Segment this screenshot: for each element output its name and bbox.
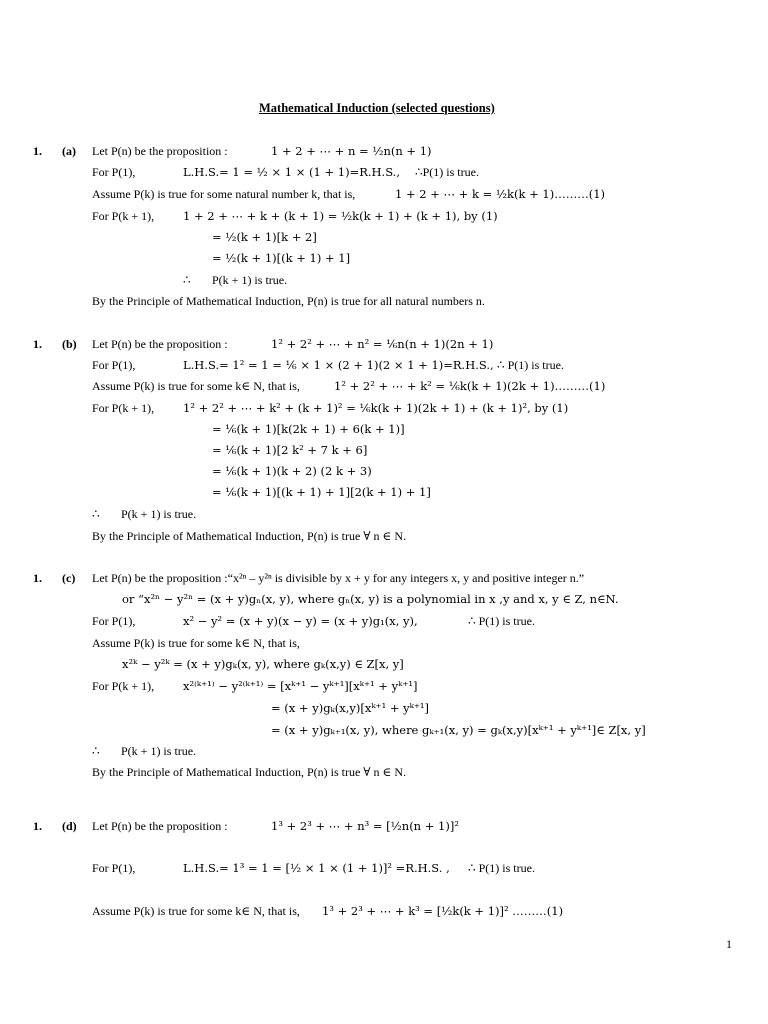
proposition-intro: Let P(n) be the proposition : — [92, 144, 228, 158]
inductive-step-line: = ⅙(k + 1)[2 k² + 7 k + 6] — [212, 443, 368, 457]
proposition-formula: 1² + 2² + ⋯ + n² = ⅙n(n + 1)(2n + 1) — [271, 337, 494, 351]
proposition-intro: Let P(n) be the proposition :“x²ⁿ – y²ⁿ is divisible by x + y for any integers x, y and positive integer n.” — [92, 571, 585, 585]
alternative-statement: or “x²ⁿ − y²ⁿ = (x + y)gₙ(x, y), where gₙ(x, y) is a polynomial in x ,y and x, y ∈ Z, n∈N. — [122, 592, 619, 606]
therefore-symbol: ∴ — [92, 744, 100, 758]
question-number: 1. — [33, 819, 42, 833]
inductive-step-line: 1² + 2² + ⋯ + k² + (k + 1)² = ⅙k(k + 1)(2k + 1) + (k + 1)², by (1) — [183, 401, 569, 415]
question-number: 1. — [33, 337, 42, 351]
base-case-label: For P(1), — [92, 358, 136, 372]
base-case-label: For P(1), — [92, 614, 136, 628]
therefore-symbol: ∴ — [92, 507, 100, 521]
base-case-conclusion: ∴ P(1) is true. — [468, 861, 535, 875]
question-number: 1. — [33, 571, 42, 585]
page-number: 1 — [726, 937, 732, 951]
step-conclusion: P(k + 1) is true. — [121, 507, 197, 521]
base-case-conclusion: ∴P(1) is true. — [415, 165, 479, 179]
proposition-formula: 1³ + 2³ + ⋯ + n³ = [½n(n + 1)]² — [271, 819, 459, 833]
inductive-step-line: = ⅙(k + 1)(k + 2) (2 k + 3) — [212, 464, 372, 478]
hypothesis-formula: 1² + 2² + ⋯ + k² = ⅙k(k + 1)(2k + 1)………(1) — [334, 379, 606, 393]
inductive-step-line: = ⅙(k + 1)[(k + 1) + 1][2(k + 1) + 1] — [212, 485, 431, 499]
step-conclusion: P(k + 1) is true. — [121, 744, 197, 758]
step-conclusion: P(k + 1) is true. — [212, 273, 288, 287]
inductive-step-line: = ½(k + 1)[(k + 1) + 1] — [212, 251, 351, 265]
proposition-intro: Let P(n) be the proposition : — [92, 819, 228, 833]
inductive-step-label: For P(k + 1), — [92, 209, 155, 223]
proposition-intro: Let P(n) be the proposition : — [92, 337, 228, 351]
inductive-step-line: 1 + 2 + ⋯ + k + (k + 1) = ½k(k + 1) + (k + 1), by (1) — [183, 209, 498, 223]
base-case-label: For P(1), — [92, 861, 136, 875]
question-number: 1. — [33, 144, 42, 158]
inductive-step-line: = (x + y)gₖ(x,y)[xᵏ⁺¹ + yᵏ⁺¹] — [271, 701, 430, 715]
inductive-step-line: = ½(k + 1)[k + 2] — [212, 230, 317, 244]
therefore-symbol: ∴ — [183, 273, 191, 287]
hypothesis-formula: 1³ + 2³ + ⋯ + k³ = [½k(k + 1)]² ………(1) — [322, 904, 564, 918]
inductive-step-label: For P(k + 1), — [92, 401, 155, 415]
hypothesis-text: Assume P(k) is true for some k∈ N, that is, — [92, 636, 300, 650]
hypothesis-formula: 1 + 2 + ⋯ + k = ½k(k + 1)………(1) — [395, 187, 605, 201]
proposition-formula: 1 + 2 + ⋯ + n = ½n(n + 1) — [271, 144, 432, 158]
inductive-step-line: = (x + y)gₖ₊₁(x, y), where gₖ₊₁(x, y) = gₖ(x,y)[xᵏ⁺¹ + yᵏ⁺¹]∈ Z[x, y] — [271, 723, 646, 737]
base-case-label: For P(1), — [92, 165, 136, 179]
base-case-lhs: L.H.S.= 1³ = 1 = [½ × 1 × (1 + 1)]² =R.H.S. , — [183, 861, 450, 875]
base-case-conclusion: ∴ P(1) is true. — [468, 614, 535, 628]
hypothesis-text: Assume P(k) is true for some k∈ N, that is, — [92, 904, 300, 918]
base-case-conclusion: ∴ P(1) is true. — [497, 358, 564, 372]
base-case-lhs: L.H.S.= 1² = 1 = ⅙ × 1 × (2 + 1)(2 × 1 + 1)=R.H.S., — [183, 358, 494, 372]
part-label: (a) — [62, 144, 76, 158]
inductive-step-label: For P(k + 1), — [92, 679, 155, 693]
hypothesis-text: Assume P(k) is true for some k∈ N, that is, — [92, 379, 300, 393]
induction-principle: By the Principle of Mathematical Induction, P(n) is true for all natural numbers n. — [92, 294, 485, 308]
part-label: (b) — [62, 337, 77, 351]
inductive-step-line: x²⁽ᵏ⁺¹⁾ − y²⁽ᵏ⁺¹⁾ = [xᵏ⁺¹ − yᵏ⁺¹][xᵏ⁺¹ + yᵏ⁺¹] — [183, 679, 418, 693]
hypothesis-text: Assume P(k) is true for some natural number k, that is, — [92, 187, 356, 201]
page-title: Mathematical Induction (selected questions) — [259, 101, 495, 115]
induction-principle: By the Principle of Mathematical Induction, P(n) is true ∀ n ∈ N. — [92, 529, 407, 543]
hypothesis-formula: x²ᵏ − y²ᵏ = (x + y)gₖ(x, y), where gₖ(x,y) ∈ Z[x, y] — [122, 657, 404, 671]
part-label: (c) — [62, 571, 76, 585]
base-case-lhs: L.H.S.= 1 = ½ × 1 × (1 + 1)=R.H.S., — [183, 165, 400, 179]
part-label: (d) — [62, 819, 77, 833]
base-case-lhs: x² − y² = (x + y)(x − y) = (x + y)g₁(x, y), — [183, 614, 418, 628]
induction-principle: By the Principle of Mathematical Induction, P(n) is true ∀ n ∈ N. — [92, 765, 407, 779]
inductive-step-line: = ⅙(k + 1)[k(2k + 1) + 6(k + 1)] — [212, 422, 405, 436]
